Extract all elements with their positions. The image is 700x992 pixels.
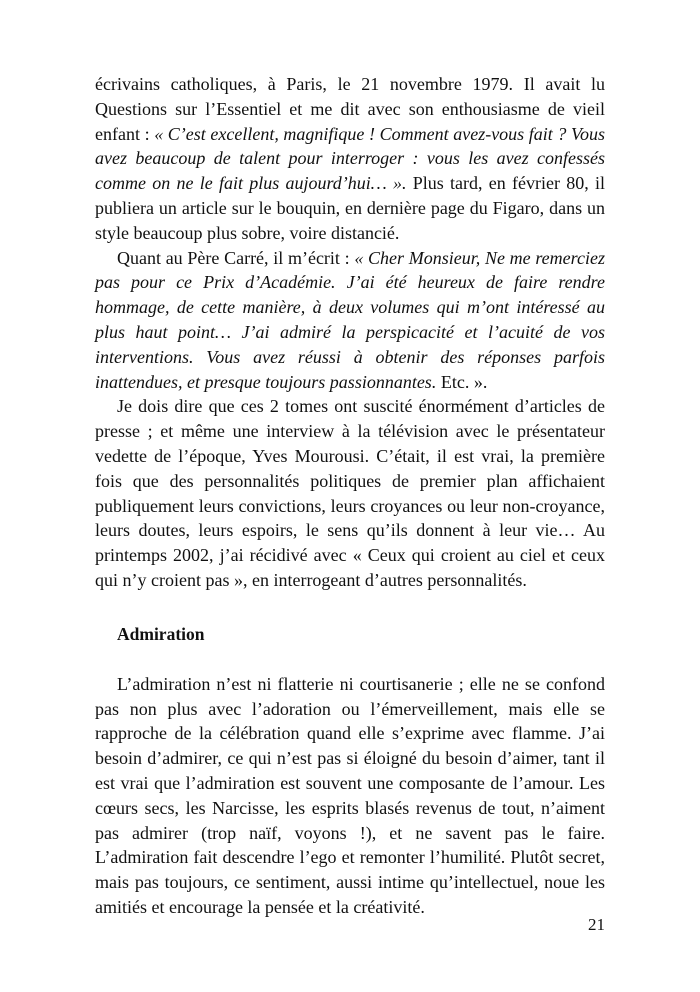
paragraph-text: écrivains catholiques, à Paris, le 21 novembre 1979. Il avait lu Questions sur l’Essentiel et me dit avec son enthousiasme de vieil enfant : bbox=[95, 74, 605, 144]
paragraph-admiration bbox=[95, 672, 605, 920]
paragraph-continuation bbox=[95, 72, 605, 246]
paragraph-text: Plus tard, en février 80, il publiera un article sur le bouquin, en dernière page du Figaro, dans un style beaucoup plus sobre, voire distancié. bbox=[95, 173, 605, 243]
quote-italic: « Cher Monsieur, Ne me remerciez pas pour ce Prix d’Académie. J’ai été heureux de faire rendre hommage, de cette manière, à deux volumes qui m’ont intéressé au plus haut point… J’ai admiré la perspicacité et l’acuité de vos interventions. Vous avez réussi à obtenir des réponses parfois inattendues, et presque toujours passionnantes. bbox=[95, 247, 605, 392]
section-spacer bbox=[95, 646, 605, 672]
paragraph-press bbox=[95, 394, 605, 592]
paragraph-text: Je dois dire que ces 2 tomes ont suscité énormément d’articles de presse ; et même une interview à la télévision avec le présentateur vedette de l’époque, Yves Mourousi. C’était, il est vrai, la première fois que des personnalités politiques de premier plan affichaient publiquement leurs convictions, leurs croyances ou leur non-croyance, leurs doutes, leurs espoirs, le sens qu’ils donnent à leur vie… Au printemps 2002, j’ai récidivé avec « Ceux qui croient au ciel et ceux qui n’y croient pas », en interrogeant d’autres personnalités. bbox=[95, 396, 605, 590]
page-number: 21 bbox=[588, 915, 605, 934]
paragraph-text: Quant au Père Carré, il m’écrit : bbox=[117, 247, 355, 268]
quote-italic: « C’est excellent, magnifique ! Comment avez-vous fait ? Vous avez beaucoup de talent pour interroger : vous les avez confessés comme on ne le fait plus aujourd’hui… ». bbox=[95, 123, 605, 194]
paragraph-text: Etc. ». bbox=[436, 371, 488, 392]
paragraph-text: L’admiration n’est ni flatterie ni courtisanerie ; elle ne se confond pas non plus avec l’adoration ou l’émerveillement, mais elle se rapproche de la célébration quand elle s’exprime avec flamme. J’ai besoin d’admirer, ce qui n’est pas si éloigné du besoin d’aimer, tant il est vrai que l’admiration est souvent une composante de l’amour. Les cœurs secs, les Narcisse, les esprits blasés revenus de tout, n’aiment pas admirer (trop naïf, voyons !), et ne savent pas le faire. L’admiration fait descendre l’ego et remonter l’humilité. Plutôt secret, mais pas toujours, ce sentiment, aussi intime qu’intellectuel, noue les amitiés et encourage la pensée et la créativité. bbox=[95, 673, 605, 917]
section-heading: Admiration bbox=[117, 623, 205, 644]
paragraph-pere-carre bbox=[95, 246, 605, 395]
page-content bbox=[95, 72, 605, 920]
